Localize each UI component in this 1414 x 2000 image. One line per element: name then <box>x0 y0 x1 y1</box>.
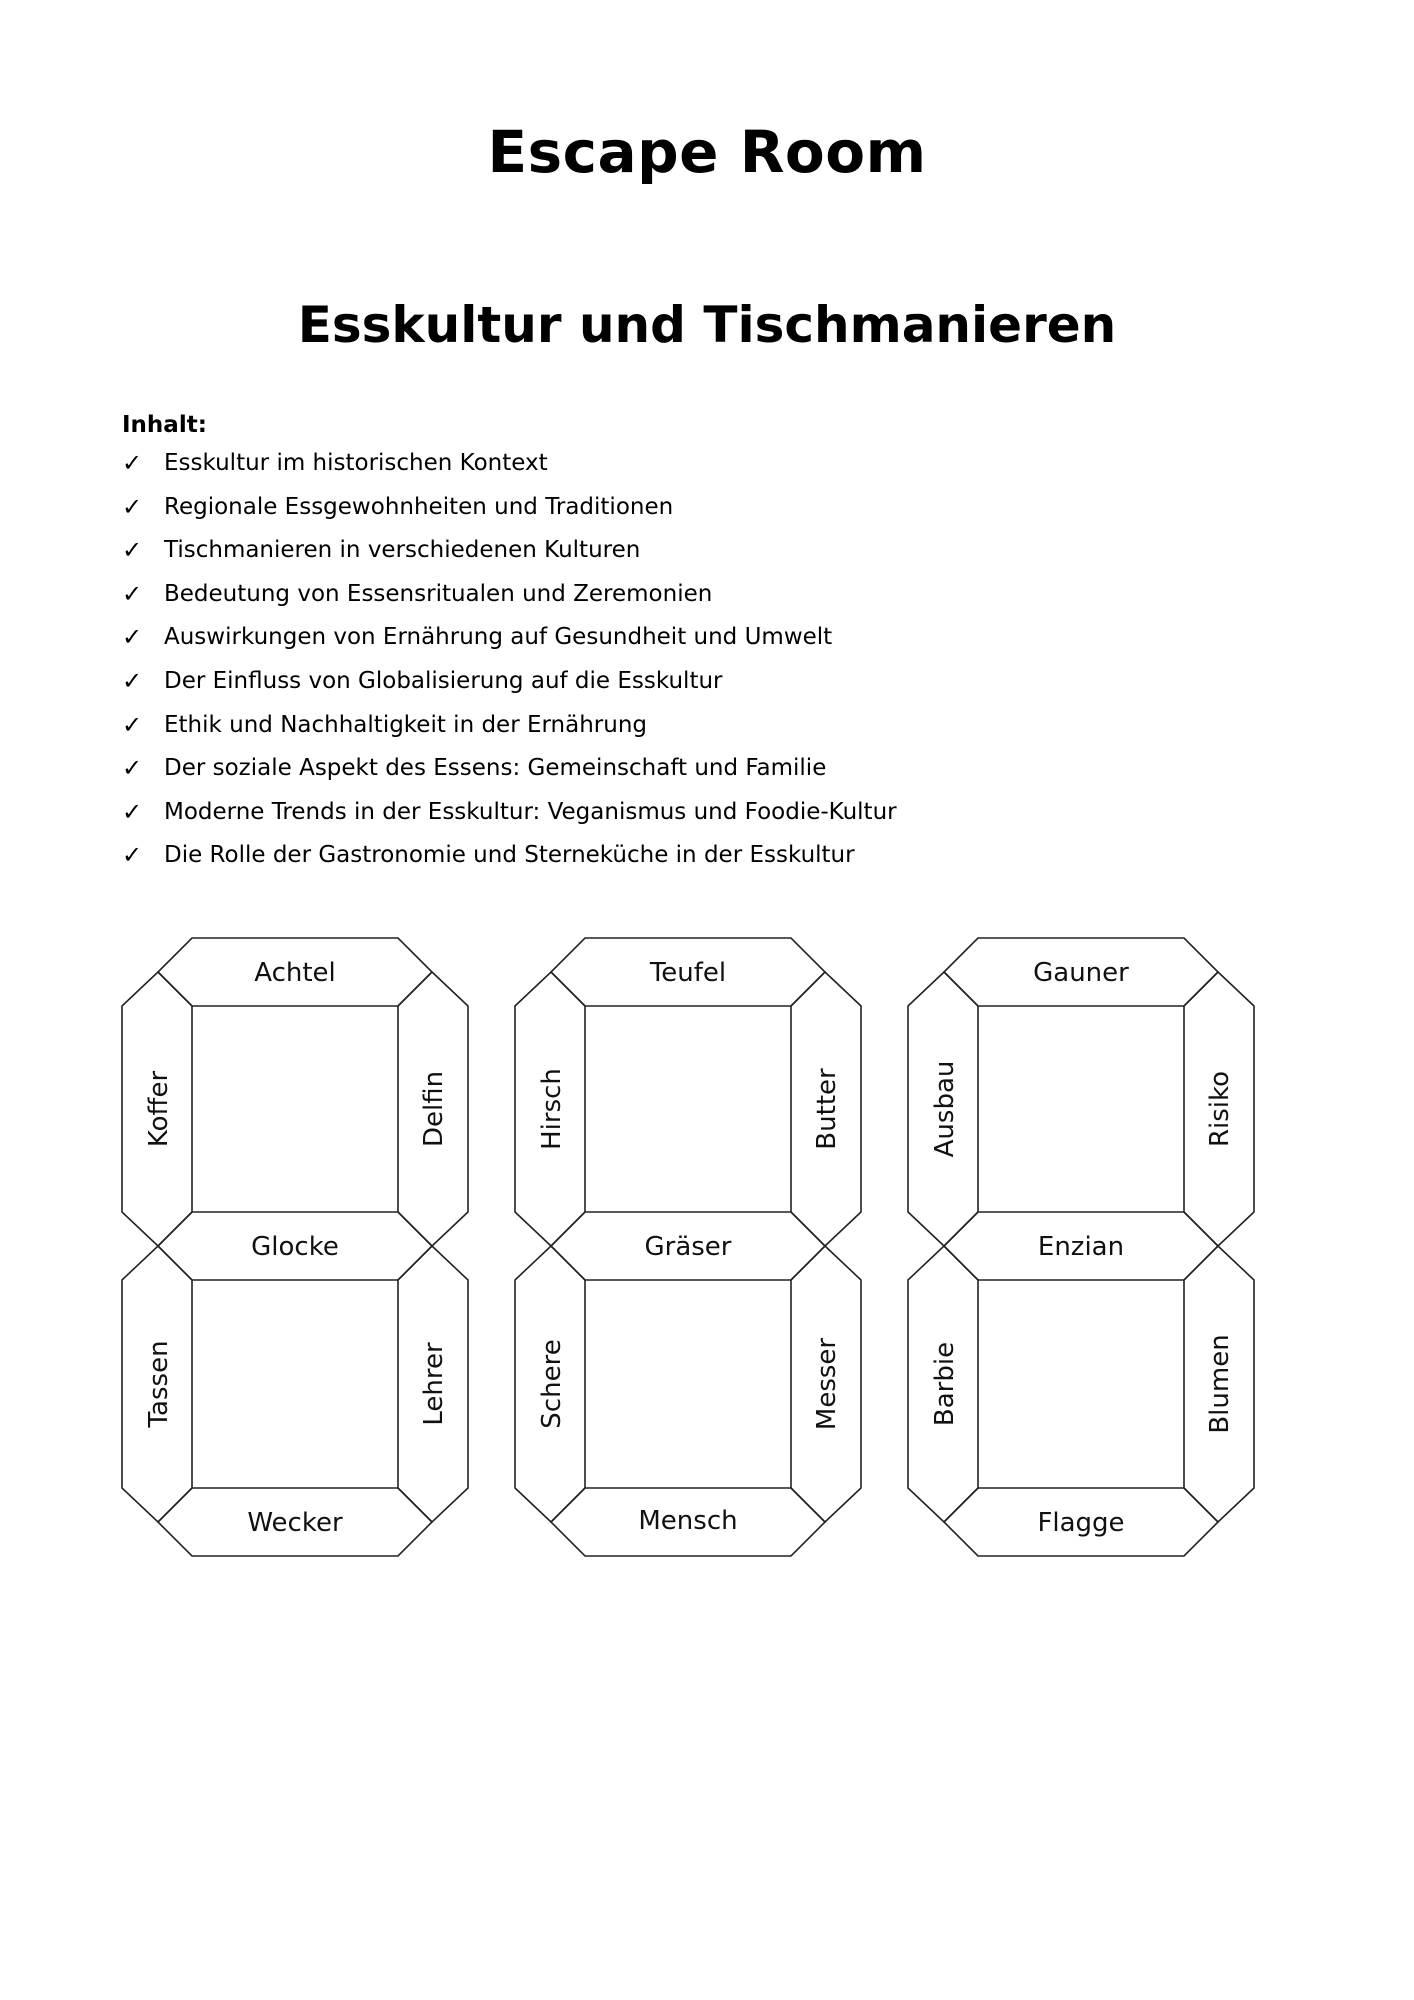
checkmark-icon: ✓ <box>122 710 143 739</box>
contents-label: Inhalt: <box>122 412 207 438</box>
segment-label-top: Teufel <box>649 958 727 988</box>
checkmark-icon: ✓ <box>122 797 143 826</box>
list-item-text: Moderne Trends in der Esskultur: Veganismus und Foodie-Kultur <box>164 798 897 825</box>
segment-label-upper-left: Hirsch <box>537 1068 567 1150</box>
page-subtitle: Esskultur und Tischmanieren <box>297 296 1117 354</box>
segment-label-upper-right: Risiko <box>1205 1070 1235 1148</box>
list-item-text: Ethik und Nachhaltigkeit in der Ernährung <box>164 711 648 738</box>
checkmark-icon: ✓ <box>122 536 143 565</box>
segment-label-top: Achtel <box>254 958 336 988</box>
list-item-text: Die Rolle der Gastronomie und Sterneküche in der Esskultur <box>164 842 855 869</box>
list-item-text: Bedeutung von Essensritualen und Zeremonien <box>164 580 713 607</box>
segment-label-middle: Enzian <box>1037 1232 1125 1262</box>
segment-label-middle: Glocke <box>251 1232 339 1262</box>
segment-label-bottom: Mensch <box>638 1506 738 1536</box>
segment-label-upper-left: Koffer <box>144 1070 174 1148</box>
list-item-text: Auswirkungen von Ernährung auf Gesundheit und Umwelt <box>164 624 833 651</box>
checkmark-icon: ✓ <box>122 841 143 870</box>
list-item-text: Tischmanieren in verschiedenen Kulturen <box>164 537 641 564</box>
segment-label-upper-right: Butter <box>812 1068 842 1150</box>
segment-label-lower-right: Blumen <box>1205 1334 1235 1434</box>
checkmark-icon: ✓ <box>122 449 143 477</box>
segment-label-top: Gauner <box>1033 958 1129 988</box>
segment-label-lower-right: Messer <box>812 1337 842 1431</box>
page-title: Escape Room <box>487 118 927 186</box>
segment-label-bottom: Wecker <box>247 1508 343 1538</box>
seven-segment-display-3 <box>908 938 1254 1556</box>
segment-label-lower-left: Schere <box>537 1339 567 1429</box>
checkmark-icon: ✓ <box>122 754 143 783</box>
segment-label-upper-right: Delfin <box>419 1070 449 1148</box>
segment-label-bottom: Flagge <box>1037 1508 1125 1538</box>
segment-label-lower-left: Barbie <box>930 1341 960 1427</box>
segment-label-middle: Gräser <box>644 1232 732 1262</box>
list-item-text: Der soziale Aspekt des Essens: Gemeinschaft und Familie <box>164 755 827 782</box>
list-item-text: Der Einfluss von Globalisierung auf die Esskultur <box>164 667 723 694</box>
checkmark-icon: ✓ <box>122 623 143 652</box>
checkmark-icon: ✓ <box>122 492 143 521</box>
list-item-text: Esskultur im historischen Kontext <box>164 450 548 476</box>
segment-label-lower-right: Lehrer <box>419 1342 449 1426</box>
list-item-text: Regionale Essgewohnheiten und Traditionen <box>164 493 674 520</box>
segment-label-upper-left: Ausbau <box>930 1060 960 1158</box>
seven-segment-display-2 <box>515 938 861 1556</box>
checkmark-icon: ✓ <box>122 579 143 608</box>
seven-segment-display-1 <box>122 938 468 1556</box>
segment-label-lower-left: Tassen <box>144 1340 174 1428</box>
checkmark-icon: ✓ <box>122 666 143 695</box>
